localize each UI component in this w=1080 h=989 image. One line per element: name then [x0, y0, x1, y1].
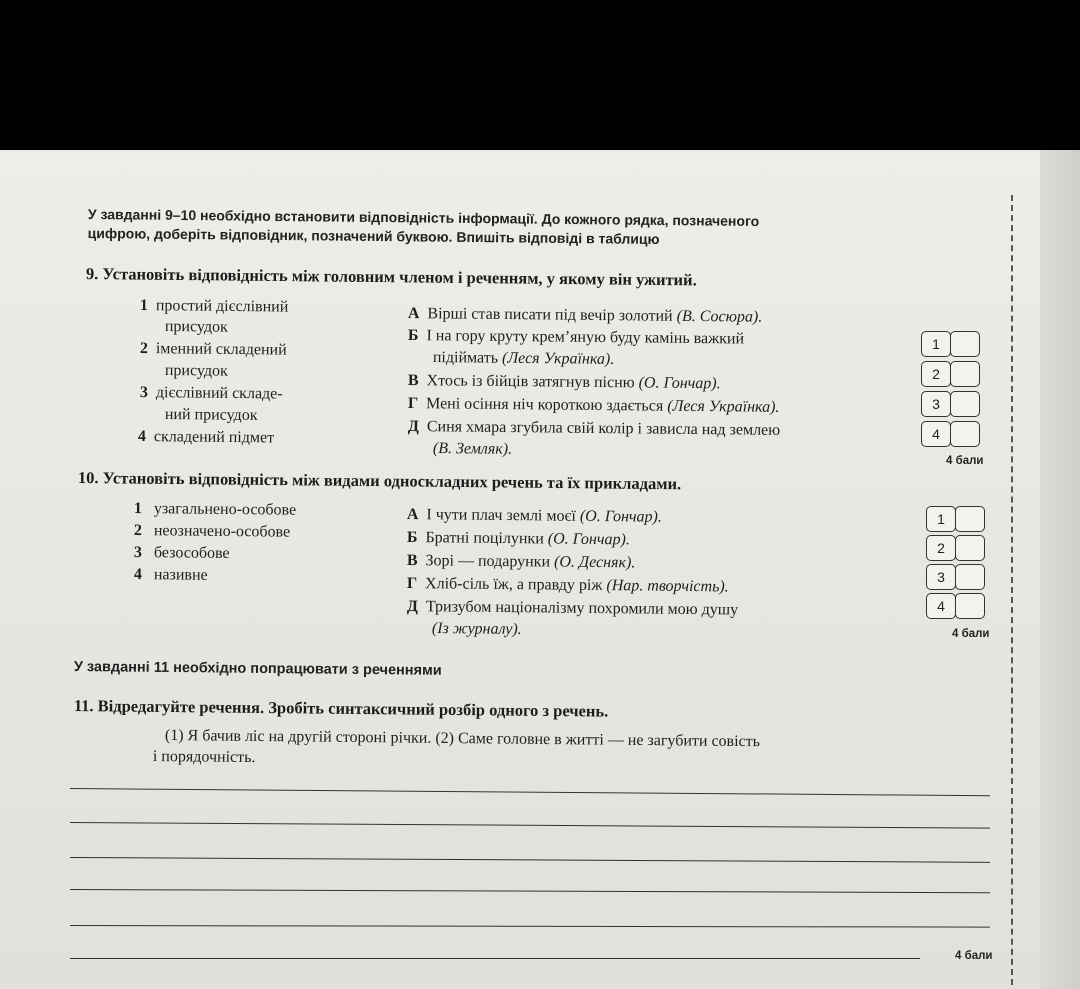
q9-option-a — [408, 305, 763, 327]
q9-left-text: складений підмет — [153, 428, 275, 447]
q9-points: 4 бали — [946, 455, 984, 467]
q10-option-d-source: (Із журналу). — [431, 620, 522, 638]
option-letter: В — [406, 552, 418, 570]
option-text: Братні поцілунки — [425, 529, 544, 548]
q10-left-num: 3 — [133, 544, 142, 562]
q11-points: 4 бали — [955, 950, 993, 962]
q9-option-v — [408, 372, 721, 393]
q9-answer-cell-1[interactable] — [950, 331, 980, 357]
option-letter: А — [406, 506, 419, 524]
q9-answer-cell-2[interactable] — [950, 361, 980, 387]
q10-left-num: 1 — [133, 500, 142, 518]
q9-left-text: іменний складений — [155, 340, 287, 359]
q10-option-d — [407, 598, 738, 619]
option-source: (Леся Українка). — [667, 397, 780, 416]
q10-option-b — [407, 529, 630, 549]
q10-answer-cell-2[interactable] — [955, 535, 985, 561]
option-letter: В — [407, 372, 419, 390]
q10-row-label: 2 — [926, 535, 956, 561]
q9-option-b-cont — [433, 349, 615, 369]
q9-left-3 — [140, 384, 283, 403]
q10-option-v — [407, 552, 636, 572]
option-letter: А — [407, 305, 420, 323]
q10-left-text: називне — [153, 566, 208, 584]
answer-line[interactable] — [70, 958, 920, 959]
q10-answer-cell-1[interactable] — [955, 506, 985, 532]
instructions-line-2: цифрою, доберіть відповідник, позначений буквою. Впишіть відповіді в таблицю — [87, 224, 660, 247]
q10-title: 10. Установіть відповідність між видами односкладних речень та їх прикладами. — [77, 468, 682, 494]
q10-row-label: 1 — [926, 506, 956, 532]
option-text: Вірші став писати під вечір золотий — [427, 305, 673, 325]
q10-row-label: 3 — [926, 564, 956, 590]
q9-title: 9. Установіть відповідність між головним членом і реченням, у якому він ужитий. — [85, 264, 697, 290]
q9-answer-cell-3[interactable] — [950, 391, 980, 417]
q10-row-label: 4 — [926, 593, 956, 619]
q9-row-label: 2 — [921, 361, 951, 387]
q9-left-num: 1 — [139, 297, 148, 315]
q9-left-1 — [140, 297, 289, 317]
q9-left-num: 3 — [139, 384, 148, 402]
option-source: (В. Сосюра). — [676, 307, 763, 326]
q9-left-num: 2 — [139, 340, 148, 358]
option-text: Синя хмара згубила свій колір і зависла над землею — [426, 418, 781, 439]
option-text: Хтось із бійців затягнув пісню — [426, 372, 635, 392]
option-text: Мені осіння ніч короткою здається — [426, 395, 664, 415]
option-source: (О. Гончар). — [638, 374, 721, 393]
option-letter: Б — [406, 529, 418, 547]
option-text: І чути плач землі моєї — [426, 506, 576, 525]
q11-text-line-1: (1) Я бачив ліс на другій стороні річки. (2) Саме головне в житті — не загубити совість — [164, 727, 761, 751]
q9-left-4 — [138, 428, 274, 447]
q10-option-g — [407, 575, 729, 596]
option-letter: Г — [406, 575, 418, 593]
q10-left-2 — [134, 522, 290, 542]
q10-left-1 — [134, 500, 296, 520]
q11-text-line-2: і порядочність. — [152, 748, 256, 767]
q10-left-4 — [134, 566, 208, 585]
page-edge — [1040, 150, 1080, 989]
option-source: (Нар. творчість). — [606, 577, 729, 596]
q10-points: 4 бали — [952, 628, 990, 640]
option-text: Тризубом націоналізму похромили мою душу — [425, 598, 739, 619]
q9-row-label: 3 — [921, 391, 951, 417]
q10-left-num: 2 — [133, 522, 142, 540]
q9-left-2-cont: присудок — [164, 362, 228, 380]
option-text: Зорі — подарунки — [425, 552, 551, 571]
q10-left-text: безособове — [153, 544, 230, 563]
option-letter: Г — [407, 395, 419, 413]
cut-line — [1011, 195, 1013, 985]
option-text-cont: підіймать — [432, 349, 499, 367]
option-text: Хліб-сіль їж, а правду ріж — [425, 575, 603, 595]
q10-left-num: 4 — [133, 566, 142, 584]
instructions-line-1: У завданні 9–10 необхідно встановити відповідність інформації. До кожного рядка, позначеного — [87, 205, 760, 230]
q9-left-num: 4 — [137, 428, 146, 446]
q9-left-text: дієслівний складе- — [155, 384, 283, 403]
option-letter: Б — [407, 327, 419, 345]
q9-answer-cell-4[interactable] — [950, 421, 980, 447]
q9-option-d-source: (В. Земляк). — [432, 440, 513, 458]
option-letter: Д — [406, 598, 419, 616]
q9-row-label: 4 — [921, 421, 951, 447]
q11-title: 11. Відредагуйте речення. Зробіть синтаксичний розбір одного з речень. — [73, 696, 609, 721]
q10-option-a — [407, 506, 662, 527]
option-text: І на гору круту крем’яную буду камінь важкий — [426, 327, 745, 348]
q9-left-text: простий дієслівний — [155, 297, 289, 316]
q9-left-2 — [140, 340, 287, 360]
option-source: (О. Гончар). — [579, 507, 663, 526]
q10-answer-cell-4[interactable] — [955, 593, 985, 619]
q10-answer-cell-3[interactable] — [955, 564, 985, 590]
q9-left-1-cont: присудок — [164, 318, 228, 336]
q9-option-b — [408, 327, 744, 349]
q9-left-3-cont: ний присудок — [164, 406, 258, 424]
q10-left-3 — [134, 544, 230, 563]
instructions-11: У завданні 11 необхідно попрацювати з реченнями — [73, 658, 442, 679]
option-source: (О. Десняк). — [553, 553, 636, 572]
option-source: (Леся Українка). — [501, 349, 615, 368]
option-source: (О. Гончар). — [547, 530, 630, 549]
option-letter: Д — [407, 418, 420, 436]
q10-left-text: узагальнено-особове — [153, 500, 297, 519]
q9-row-label: 1 — [921, 331, 951, 357]
q10-left-text: неозначено-особове — [153, 522, 291, 541]
